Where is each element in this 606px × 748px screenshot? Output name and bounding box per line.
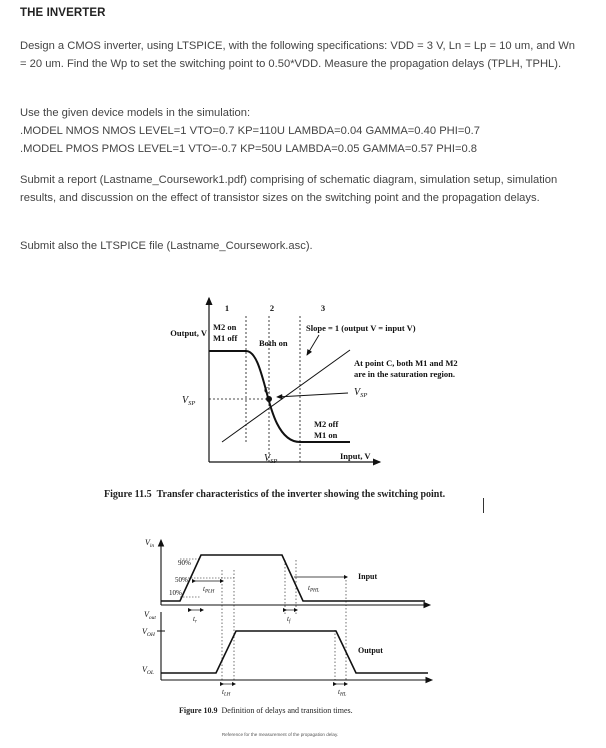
point-c-label: C [264, 385, 271, 395]
vsp-arrow-label: $V_{SP}$ [354, 387, 368, 399]
vin-label: $V_{in}$ [145, 538, 155, 549]
both-on-label: Both on [259, 338, 288, 348]
pmos-model-line: .MODEL PMOS PMOS LEVEL=1 VTO=-0.7 KP=50U LAMBDA=0.05 GAMMA=0.57 PHI=0.8 [20, 143, 478, 155]
tlh-label: $t_{LH}$ [222, 688, 231, 698]
report-paragraph: Submit a report (Lastname_Coursework1.pdf) comprising of schematic diagram, simulation setup, simulation results, and discussion on the effect of transistor sizes on the switching point and the propagation delays. [20, 174, 558, 204]
region-3-label: 3 [320, 303, 326, 313]
vtc-y-axis-label: Output, V [170, 328, 207, 338]
tphl-label: $t_{PHL}$ [308, 584, 320, 594]
m1-on-label: M1 on [314, 430, 338, 440]
output-waveform [161, 631, 428, 673]
tplh-label: $t_{PLH}$ [203, 585, 215, 595]
figure-11-5-caption: Figure 11.5 Transfer characteristics of the inverter showing the switching point. [104, 489, 446, 500]
ltspice-file-paragraph: Submit also the LTSPICE file (Lastname_Coursework.asc). [20, 240, 313, 252]
region-2-label: 2 [269, 303, 275, 313]
pct-10-label: 10% [169, 589, 182, 597]
models-intro: Use the given device models in the simulation: [20, 107, 251, 119]
voh-label: $V_{OH}$ [142, 627, 155, 638]
spec-paragraph: Design a CMOS inverter, using LTSPICE, with the following specifications: VDD = 3 V, Ln = Lp = 10 um, and Wn = 20 um. Find the Wp to set the switching point to 0.50*VDD. Measure the propagation delays (TPLH, TPHL). [20, 40, 575, 70]
m2-on-label: M2 on [213, 322, 237, 332]
m2-off-label: M2 off [314, 419, 339, 429]
pct-90-label: 90% [178, 559, 191, 567]
region-1-label: 1 [224, 303, 230, 313]
vsp-x-label: $V_{SP}$ [264, 453, 278, 465]
vtc-x-axis-label: Input, V [340, 451, 371, 461]
m1-off-label: M1 off [213, 333, 238, 343]
thl-label: $t_{HL}$ [338, 688, 347, 698]
vol-label: $V_{OL}$ [142, 665, 154, 676]
page-title: THE INVERTER [20, 7, 106, 19]
slope-note: Slope = 1 (output V = input V) [306, 323, 416, 333]
vsp-y-label: $V_{SP}$ [182, 395, 196, 407]
pct-50-label: 50% [175, 576, 188, 584]
point-c-note-line-2: are in the saturation region. [354, 369, 455, 379]
nmos-model-line: .MODEL NMOS NMOS LEVEL=1 VTO=0.7 KP=110U LAMBDA=0.04 GAMMA=0.40 PHI=0.7 [20, 125, 480, 137]
tf-label: $t_f$ [287, 615, 291, 625]
figure-10-9-caption: Figure 10.9 Definition of delays and transition times. [179, 706, 353, 715]
output-label: Output [358, 646, 383, 655]
input-label: Input [358, 572, 378, 581]
tr-label: $t_r$ [193, 615, 197, 625]
reference-note: Reference for the measurement of the propagation delay. [221, 732, 339, 737]
vout-label: $V_{out}$ [144, 610, 156, 621]
point-c-note-line-1: At point C, both M1 and M2 [354, 358, 458, 368]
